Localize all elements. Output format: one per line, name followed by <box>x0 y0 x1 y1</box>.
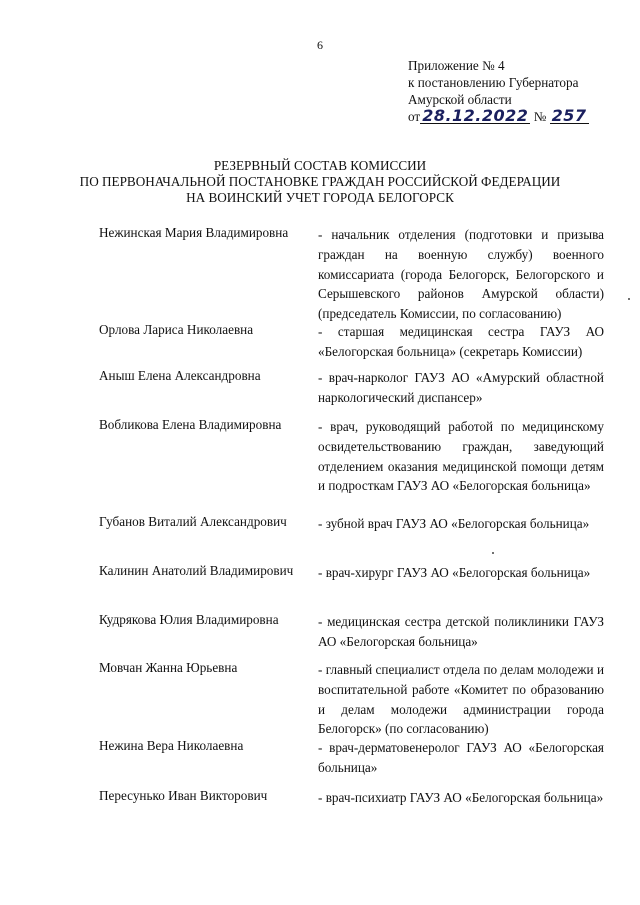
member-name: Мовчан Жанна Юрьевна <box>99 660 238 675</box>
title-line-2: ПО ПЕРВОНАЧАЛЬНОЙ ПОСТАНОВКЕ ГРАЖДАН РОССИЙСКОЙ ФЕДЕРАЦИИ <box>79 174 561 189</box>
appendix-line-2: к постановлению Губернатора <box>408 75 579 90</box>
appendix-line-1: Приложение № 4 <box>408 58 505 73</box>
member-name: Губанов Виталий Александрович <box>99 514 287 529</box>
member-name: Калинин Анатолий Владимирович <box>99 563 294 578</box>
member-role: - начальник отделения (подготовки и призыва граждан на военную службу) военного комиссариата (города Белогорск, Белогорского и Серышевского районов Амурской области) (председатель Комиссии, по согласованию) <box>318 227 604 322</box>
scan-speck <box>628 298 630 300</box>
member-name: Орлова Лариса Николаевна <box>99 322 254 337</box>
member-name: Кудрякова Юлия Владимировна <box>99 612 279 627</box>
number-prefix: № <box>533 109 547 124</box>
member-name: Нежина Вера Николаевна <box>99 738 244 753</box>
member-role: - старшая медицинская сестра ГАУЗ АО «Белогорская больница» (секретарь Комиссии) <box>318 324 604 359</box>
member-name: Аныш Елена Александровна <box>99 368 261 383</box>
date-prefix: от <box>408 109 421 124</box>
scan-speck <box>492 552 494 554</box>
member-name: Вобликова Елена Владимировна <box>99 417 282 432</box>
member-role: - врач, руководящий работой по медицинскому освидетельствованию граждан, заведующий отделением оказания медицинской помощи детям и подросткам ГАУЗ АО «Белогорская больница» <box>318 419 604 494</box>
handwritten-date: 28.12.2022 <box>422 106 529 125</box>
member-name: Пересунько Иван Викторович <box>99 788 268 803</box>
member-role: - главный специалист отдела по делам молодежи и воспитательной работе «Комитет по образованию и делам молодежи администрации города Белогорск» (по согласованию) <box>318 662 604 737</box>
member-role: - врач-психиатр ГАУЗ АО «Белогорская больница» <box>318 790 604 805</box>
appendix-line-3: Амурской области <box>408 92 512 107</box>
page-number: 6 <box>317 38 323 52</box>
member-role: - зубной врач ГАУЗ АО «Белогорская больница» <box>318 516 590 531</box>
member-role: - врач-дерматовенеролог ГАУЗ АО «Белогорская больница» <box>318 740 604 775</box>
member-name: Нежинская Мария Владимировна <box>99 225 289 240</box>
title-line-1: РЕЗЕРВНЫЙ СОСТАВ КОМИССИИ <box>213 158 427 173</box>
member-role: - врач-нарколог ГАУЗ АО «Амурский областной наркологический диспансер» <box>318 370 604 405</box>
handwritten-number: 257 <box>551 106 587 125</box>
member-role: - врач-хирург ГАУЗ АО «Белогорская больница» <box>318 565 591 580</box>
document-title <box>0 158 640 206</box>
appendix-date-line <box>408 108 589 125</box>
appendix-block <box>408 57 589 125</box>
title-line-3: НА ВОИНСКИЙ УЧЕТ ГОРОДА БЕЛОГОРСК <box>186 190 454 205</box>
member-role: - медицинская сестра детской поликлиники ГАУЗ АО «Белогорская больница» <box>318 614 604 649</box>
